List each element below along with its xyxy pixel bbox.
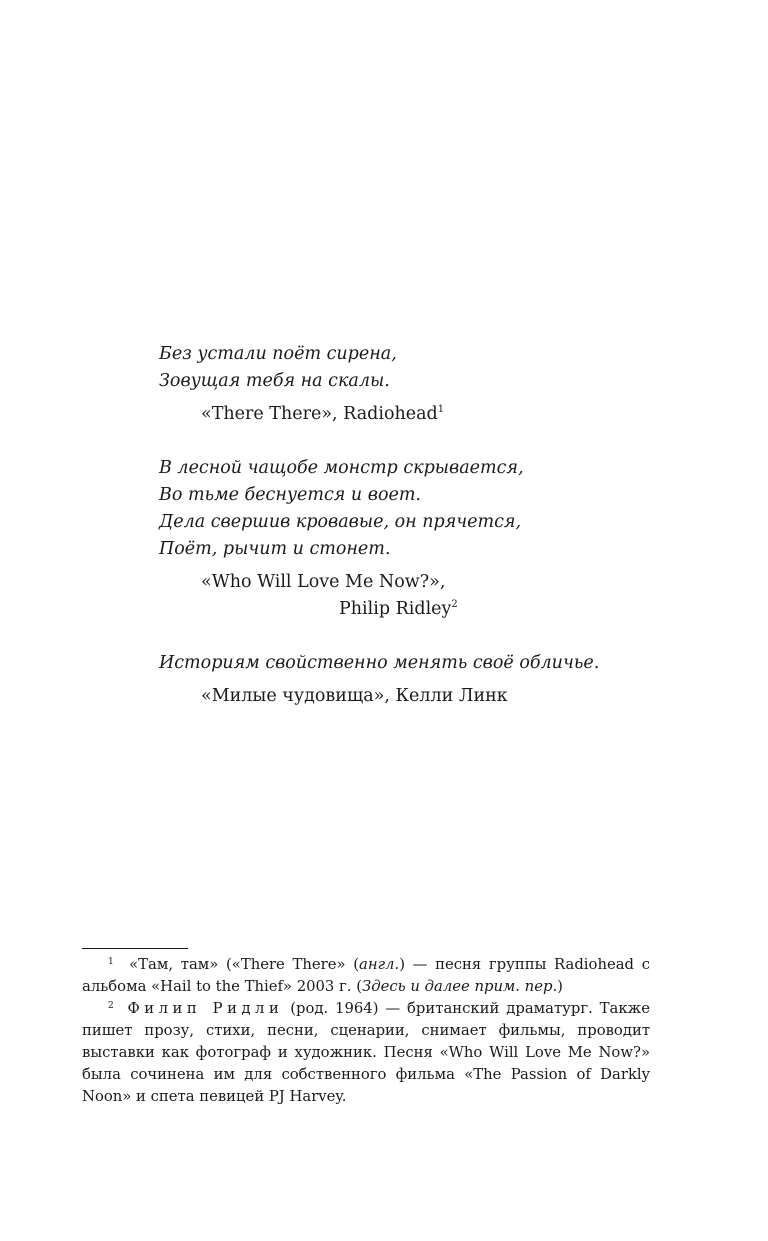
verse-line: В лесной чащобе монстр скрывается, (159, 458, 524, 478)
footnote-name: Филип Ридли (127, 1000, 284, 1017)
footnote-ref[interactable]: 1 (437, 404, 445, 415)
attribution (201, 401, 639, 428)
verse-line: Историям свойственно менять своё обличье. (159, 653, 600, 673)
footnote-italic: англ. (359, 956, 400, 973)
verse-line: Во тьме беснуется и воет. (159, 485, 421, 505)
epigraph-2 (159, 455, 639, 623)
footnote-italic: Здесь и далее прим. пер. (362, 978, 558, 995)
footnote-number: 2 (108, 1001, 114, 1011)
epigraph-3 (159, 650, 639, 710)
verse-line: Поёт, рычит и стонет. (159, 539, 391, 559)
footnote-divider (82, 948, 188, 949)
footnote-number: 1 (108, 957, 114, 967)
attribution-text: Philip Ridley (339, 599, 452, 619)
footnotes (82, 954, 650, 1108)
footnote-text: «Там, там» («There There» ( (129, 956, 360, 973)
verse-line: Без устали поёт сирена, (159, 344, 397, 364)
attribution: «Who Will Love Me Now?», (201, 572, 446, 592)
footnote-text: (род. 1964) — британский драматург. Также пишет прозу, стихи, песни, сценарии, снимает фильмы, проводит выставки как фотограф и художник. Песня «Who Will Love Me Now?» была сочинена им для собственного фильма «The Passion of Darkly Noon» и спета певицей PJ Harvey. (82, 1000, 650, 1105)
verse-line: Дела свершив кровавые, он прячется, (159, 512, 522, 532)
footnote-text: ) (557, 978, 563, 995)
attribution: «Милые чудовища», Келли Линк (201, 686, 508, 706)
epigraph-1 (159, 341, 639, 428)
footnote-2 (82, 998, 650, 1108)
attribution-text: «There There», Radiohead (201, 404, 438, 424)
attribution-author (339, 596, 639, 623)
footnote-ref[interactable]: 2 (451, 599, 458, 610)
footnote-1 (82, 954, 650, 998)
verse-line: Зовущая тебя на скалы. (159, 371, 390, 391)
footnote-text: ) — песня группы Radiohead с альбома «Hail to the Thief» 2003 г. ( (82, 956, 651, 995)
